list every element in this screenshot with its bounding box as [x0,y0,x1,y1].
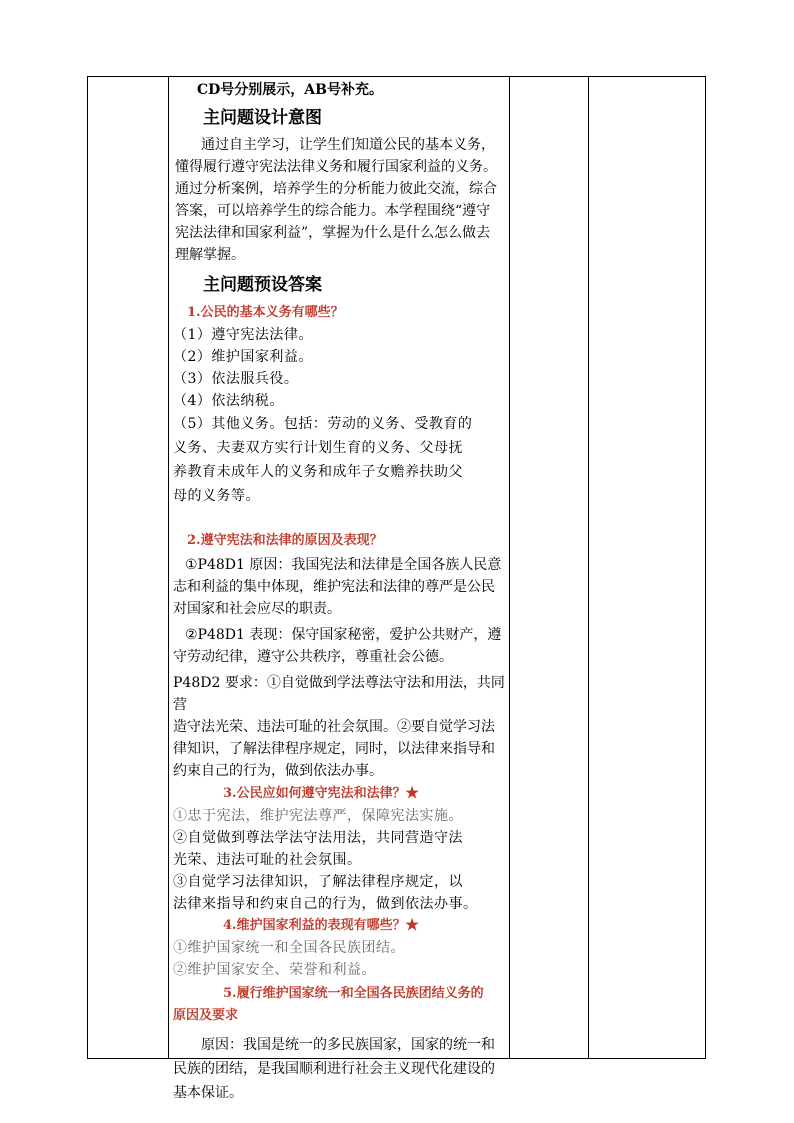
q5-answer [173,1033,513,1105]
answer-line: 约束自己的行为，做到依法办事。 [173,763,383,779]
intent-line: 理解掌握。 [175,247,245,263]
answer-line: ①维护国家统一和全国各民族团结。 [173,940,405,956]
answer-line: 法律来指导和约束自己的行为，做到依法办事。 [173,896,478,912]
q2-title: 2.遵守宪法和法律的原因及表现？ [187,533,383,548]
answer-line: 母的义务等。 [173,488,260,504]
answer-line: ①P48D1 原因：我国宪法和法律是全国各族人民意 [185,557,502,573]
intent-line: 答案，可以培养学生的综合能力。本学程围绕“遵守 [175,203,491,219]
q1-title: 1.公民的基本义务有哪些？ [187,305,344,320]
intent-line: 懂得履行遵守宪法法律义务和履行国家利益的义务。 [175,159,497,175]
q2-requirements [173,672,513,782]
answer-line: ①忠于宪法，维护宪法尊严，保障宪法实施。 [173,808,463,824]
answer-line: 义务、夫妻双方实行计划生育的义务、父母抚 [173,440,463,456]
q3-answer [173,805,513,915]
q5-title [173,983,513,1027]
answer-line: ②维护国家安全、荣誉和利益。 [173,962,376,978]
intent-paragraph [173,134,513,266]
q3-title: 3.公民应如何遵守宪法和法律？★ [223,786,419,801]
answer-line: ③自觉学习法律知识，了解法律程序规定，以 [173,874,463,890]
q4-title: 4.维护国家利益的表现有哪些？★ [223,918,419,933]
answer-line: 原因：我国是统一的多民族国家，国家的统一和 [201,1037,495,1053]
answer-line: 对国家和社会应尽的职责。 [173,601,341,617]
q5-title-line: 原因及要求 [173,1008,239,1023]
column-divider [588,77,589,1058]
answer-line: P48D2 要求：①自觉做到学法尊法守法和用法，共同营 [173,675,505,713]
answer-line: 光荣、违法可耻的社会氛围。 [173,852,362,868]
q1-answer [173,324,513,508]
answer-line: 律知识，了解法律程序规定，同时，以法律来指导和 [173,741,495,757]
intent-line: 宪法法律和国家利益”，掌握为什么是什么怎么做去 [175,225,491,241]
answer-line: 民族的团结，是我国顺利进行社会主义现代化建设的 [173,1061,495,1077]
q5-title-line: 5.履行维护国家统一和全国各民族团结义务的 [223,986,484,1001]
intent-line: 通过自主学习，让学生们知道公民的基本义务， [201,137,495,153]
intent-line: 通过分析案例，培养学生的分析能力彼此交流，综合 [175,181,497,197]
answer-line: （3）依法服兵役。 [173,371,299,387]
answers-heading: 主问题预设答案 [203,275,322,295]
answer-line: （1）遵守宪法法律。 [173,327,313,343]
answer-line: ②P48D1 表现：保守国家秘密，爱护公共财产，遵 [185,627,502,643]
q2-performance [173,624,513,668]
answer-line: （5）其他义务。包括：劳动的义务、受教育的 [173,416,473,432]
q2-reason [173,554,513,620]
answer-line: 志和利益的集中体现，维护宪法和法律的尊严是公民 [173,579,495,595]
top-line: CD号分别展示，AB号补充。 [197,82,383,98]
answer-line: 基本保证。 [173,1085,243,1101]
answer-line: （2）维护国家利益。 [173,349,313,365]
answer-line: 养教育未成年人的义务和成年子女赡养扶助父 [173,464,463,480]
answer-line: 造守法光荣、违法可耻的社会氛围。②要自觉学习法 [173,719,495,735]
answer-line: （4）依法纳税。 [173,393,284,409]
q4-answer [173,937,513,981]
main-cell [168,77,513,1105]
intent-heading: 主问题设计意图 [203,108,322,128]
answer-line: 守劳动纪律，遵守公共秩序，尊重社会公德。 [173,649,453,665]
lesson-table [87,76,706,1101]
answer-line: ②自觉做到尊法学法守法用法，共同营造守法 [173,830,463,846]
